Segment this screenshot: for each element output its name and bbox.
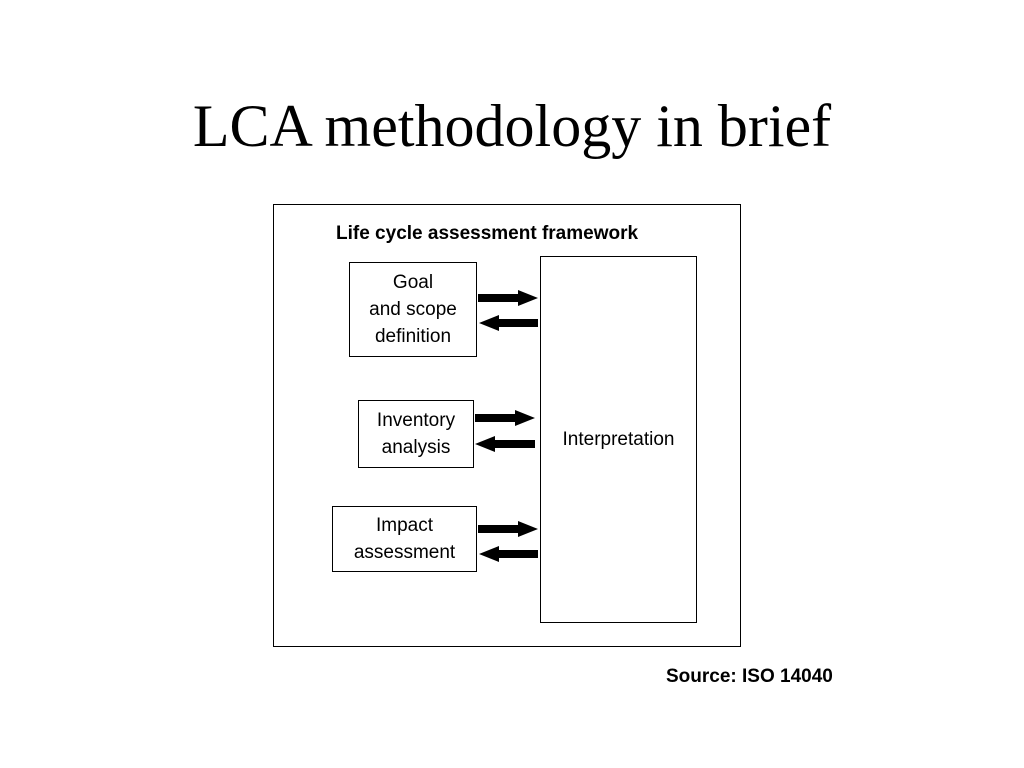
slide-title: LCA methodology in brief [192,93,832,159]
goal-to-interpretation-arrow [478,290,538,306]
interpretation-to-goal-arrow [479,315,538,331]
impact-to-interpretation-arrow [478,521,538,537]
inventory-line-2: analysis [381,437,451,458]
goal-line-3: definition [374,326,452,347]
interpretation-label: Interpretation [562,429,675,450]
interpretation-to-inventory-arrow [475,436,535,452]
interpretation-to-impact-arrow [479,546,538,562]
goal-line-2: and scope [369,299,457,320]
framework-title: Life cycle assessment framework [336,223,639,244]
impact-line-2: assessment [353,542,456,563]
goal-line-1: Goal [392,272,434,293]
impact-line-1: Impact [375,515,434,536]
inventory-to-interpretation-arrow [475,410,535,426]
source-citation: Source: ISO 14040 [666,666,833,687]
inventory-line-1: Inventory [376,410,456,431]
